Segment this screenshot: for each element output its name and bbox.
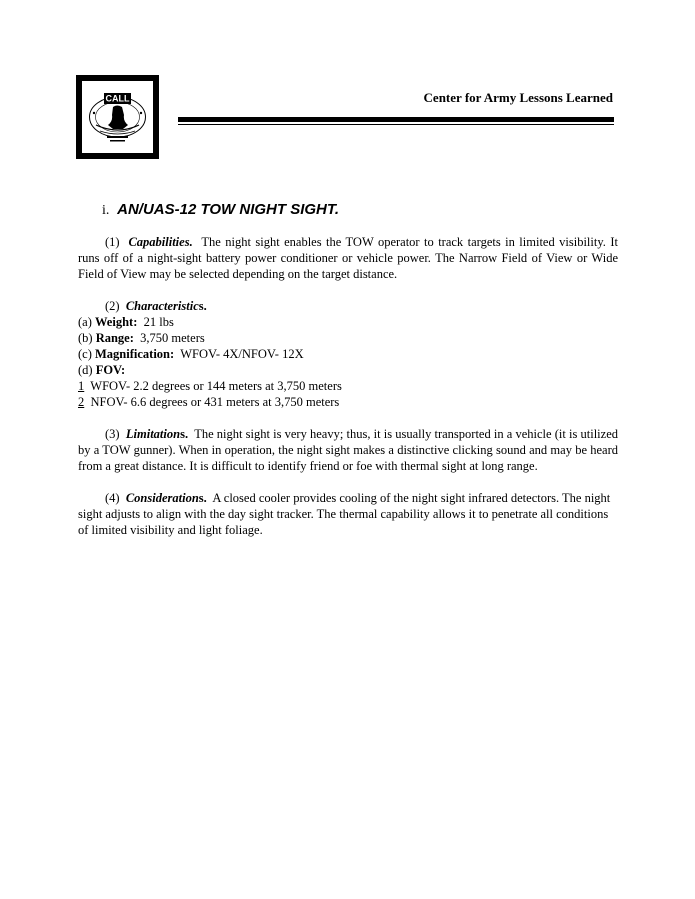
capabilities-number: (1) [105, 235, 120, 249]
item-label: Range: [95, 331, 134, 345]
limitations-label: Limitation [125, 427, 181, 441]
item-label: Magnification: [95, 347, 175, 361]
limitations-number: (3) [105, 427, 120, 441]
section-title: AN/UAS-12 TOW NIGHT SIGHT. [117, 201, 340, 218]
characteristics-block [78, 298, 618, 410]
characteristics-label: Characteristic [125, 299, 199, 313]
item-value: 3,750 meters [140, 331, 205, 345]
item-letter: (b) [78, 331, 93, 345]
fov-item-narrow [78, 394, 618, 410]
characteristic-weight [78, 314, 618, 330]
header-rule-thin [178, 124, 614, 125]
characteristics-number: (2) [105, 299, 120, 313]
item-letter: (a) [78, 315, 92, 329]
call-emblem-icon [82, 81, 153, 153]
capabilities-paragraph [78, 234, 618, 282]
characteristics-label-end: s. [198, 299, 207, 313]
section-number: i. [102, 203, 110, 218]
section-heading [102, 201, 339, 219]
item-letter: (c) [78, 347, 92, 361]
fov-number: 2 [78, 395, 85, 409]
capabilities-label: Capabilities. [128, 235, 193, 249]
document-body [78, 234, 618, 554]
item-value: WFOV- 4X/NFOV- 12X [180, 347, 304, 361]
header-rule-thick [178, 117, 614, 122]
organization-name: Center for Army Lessons Learned [423, 90, 613, 105]
limitations-paragraph [78, 426, 618, 474]
characteristic-range [78, 330, 618, 346]
considerations-text: A closed cooler provides cooling of the night sight infrared detectors. The night sight adjusts to align with the day sight tracker. The thermal capability allows it to penetrate all conditions of limited visibility and light foliage. [78, 491, 611, 537]
limitations-text: The night sight is very heavy; thus, it is usually transported in a vehicle (it is utilized by a TOW gunner). When in operation, the night sight makes a distinctive clicking sound and may be heard from a great distance. It is difficult to identify friend or foe with thermal sight at long range. [78, 427, 619, 473]
considerations-paragraph [78, 490, 618, 538]
item-label: FOV: [95, 363, 126, 377]
limitations-label-end: s. [180, 427, 189, 441]
capabilities-text: The night sight enables the TOW operator to track targets in limited visibility. It runs off of a night-sight battery power conditioner or vehicle power. The Narrow Field of View or Wide Field of View may be selected depending on the target distance. [78, 235, 618, 281]
characteristic-fov [78, 362, 618, 378]
item-label: Weight: [95, 315, 138, 329]
characteristic-magnification [78, 346, 618, 362]
characteristics-heading [78, 298, 618, 314]
item-letter: (d) [78, 363, 93, 377]
item-value: 21 lbs [143, 315, 174, 329]
call-logo [76, 75, 159, 159]
fov-text: NFOV- 6.6 degrees or 431 meters at 3,750 meters [90, 395, 340, 409]
considerations-label-end: s. [198, 491, 207, 505]
considerations-label: Consideration [125, 491, 199, 505]
logo-text: CALL [105, 93, 130, 104]
fov-text: WFOV- 2.2 degrees or 144 meters at 3,750 meters [90, 379, 342, 393]
fov-item-wide [78, 378, 618, 394]
considerations-number: (4) [105, 491, 120, 505]
fov-number: 1 [78, 379, 85, 393]
